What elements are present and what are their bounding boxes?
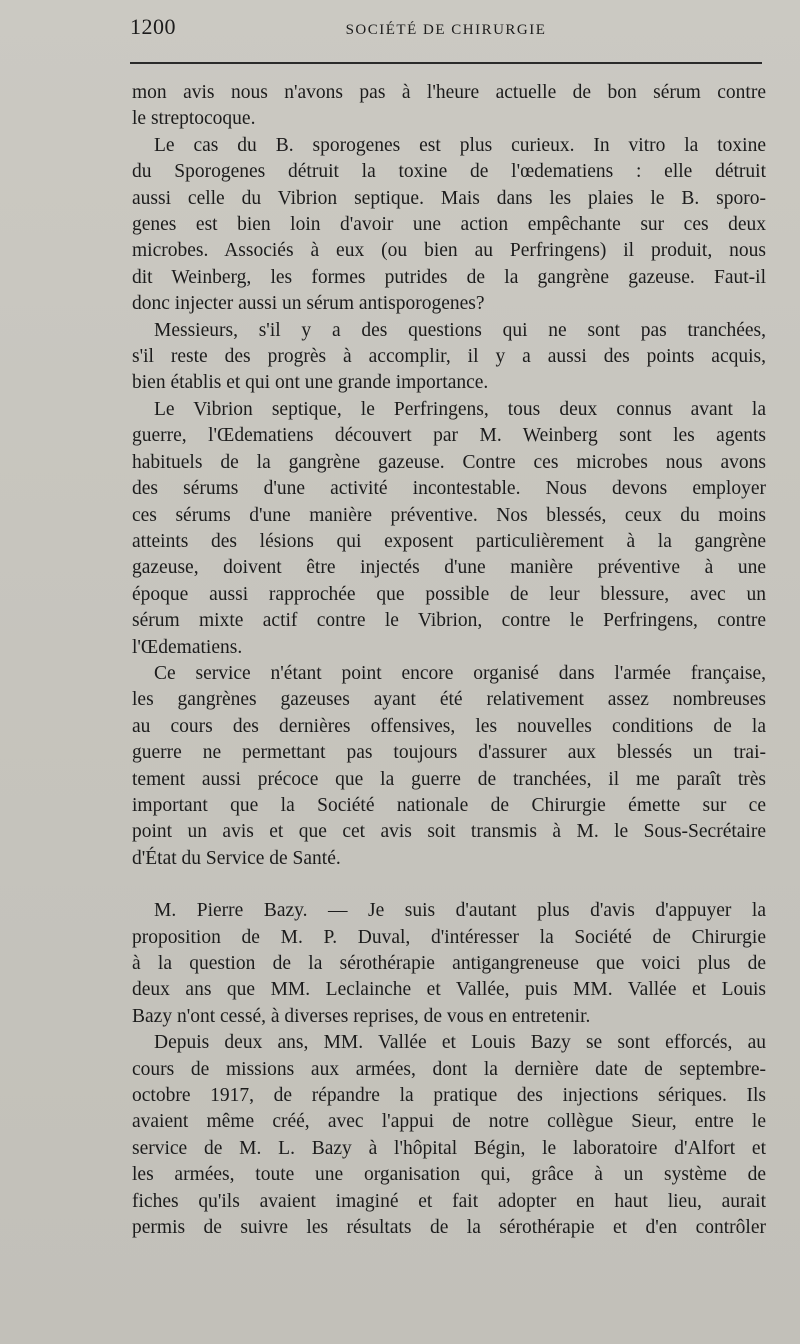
text-line: genes est bien loin d'avoir une action empêchante sur ces deux (132, 214, 766, 236)
text-line: Messieurs, s'il y a des questions qui ne sont pas tranchées, (154, 319, 766, 341)
text-line: le streptocoque. (132, 108, 256, 130)
text-line: avaient même créé, avec l'appui de notre collègue Sieur, entre le (132, 1111, 766, 1133)
text-line: sérum mixte actif contre le Vibrion, contre le Perfringens, contre (132, 610, 766, 632)
text-line: Bazy n'ont cessé, à diverses reprises, de vous en entretenir. (132, 1005, 591, 1027)
text-line: habituels de la gangrène gazeuse. Contre ces microbes nous avons (132, 451, 766, 473)
text-line: aussi celle du Vibrion septique. Mais dans les plaies le B. sporo- (132, 187, 766, 209)
text-line: au cours des dernières offensives, les nouvelles conditions de la (132, 715, 766, 737)
text-line: point un avis et que cet avis soit transmis à M. le Sous-Secrétaire (132, 821, 766, 843)
text-line: Le cas du B. sporogenes est plus curieux. In vitro la toxine (154, 134, 766, 156)
text-line: des sérums d'une activité incontestable. Nous devons employer (132, 478, 766, 500)
text-line: permis de suivre les résultats de la sérothérapie et d'en contrôler (132, 1217, 766, 1239)
text-line: les gangrènes gazeuses ayant été relativement assez nombreuses (132, 689, 766, 711)
text-line: fiches qu'ils avaient imaginé et fait adopter en haut lieu, aurait (132, 1190, 766, 1212)
page-number: 1200 (130, 14, 176, 39)
text-line: gazeuse, doivent être injectés d'une manière préventive à une (132, 557, 766, 579)
text-line: bien établis et qui ont une grande importance. (132, 372, 489, 394)
text-line: époque aussi rapprochée que possible de leur blessure, avec un (132, 583, 766, 605)
text-line: guerre, l'Œdematiens découvert par M. Weinberg sont les agents (132, 425, 766, 447)
text-line: Ce service n'étant point encore organisé dans l'armée française, (154, 662, 766, 684)
text-line: dit Weinberg, les formes putrides de la gangrène gazeuse. Faut-il (132, 266, 766, 288)
body-text (132, 80, 766, 1241)
text-line: ces sérums d'une manière préventive. Nos blessés, ceux du moins (132, 504, 766, 526)
text-line: atteints des lésions qui exposent particulièrement à la gangrène (132, 530, 766, 552)
header-rule (130, 62, 762, 64)
text-line: s'il reste des progrès à accomplir, il y a aussi des points acquis, (132, 346, 766, 368)
text-line: les armées, toute une organisation qui, grâce à un système de (132, 1164, 766, 1186)
text-line: cours de missions aux armées, dont la dernière date de septembre- (132, 1058, 766, 1080)
text-line: Depuis deux ans, MM. Vallée et Louis Bazy se sont efforcés, au (154, 1032, 766, 1054)
text-line: proposition de M. P. Duval, d'intéresser la Société de Chirurgie (132, 926, 766, 948)
speaker-line: M. Pierre Bazy. — Je suis d'autant plus d'avis d'appuyer la (154, 900, 766, 922)
text-line: guerre ne permettant pas toujours d'assurer aux blessés un trai- (132, 742, 766, 764)
page-header (130, 14, 762, 50)
text-line: d'État du Service de Santé. (132, 847, 341, 869)
text-line: deux ans que MM. Leclainche et Vallée, puis MM. Vallée et Louis (132, 979, 766, 1001)
text-line: service de M. L. Bazy à l'hôpital Bégin, le laboratoire d'Alfort et (132, 1137, 766, 1159)
text-line: mon avis nous n'avons pas à l'heure actuelle de bon sérum contre (132, 82, 766, 103)
text-line: donc injecter aussi un sérum antisporogenes? (132, 293, 485, 315)
text-line: du Sporogenes détruit la toxine de l'œdematiens : elle détruit (132, 161, 766, 183)
text-line: tement aussi précoce que la guerre de tranchées, il me paraît très (132, 768, 766, 790)
text-line: microbes. Associés à eux (ou bien au Perfringens) il produit, nous (132, 240, 766, 262)
text-line: important que la Société nationale de Chirurgie émette sur ce (132, 794, 766, 816)
running-title: SOCIÉTÉ DE CHIRURGIE (345, 22, 547, 38)
text-line: Le Vibrion septique, le Perfringens, tous deux connus avant la (154, 398, 766, 420)
text-line: à la question de la sérothérapie antigangreneuse que voici plus de (132, 953, 766, 974)
text-line: l'Œdematiens. (132, 636, 243, 658)
text-line: octobre 1917, de répandre la pratique des injections sériques. Ils (132, 1085, 766, 1107)
